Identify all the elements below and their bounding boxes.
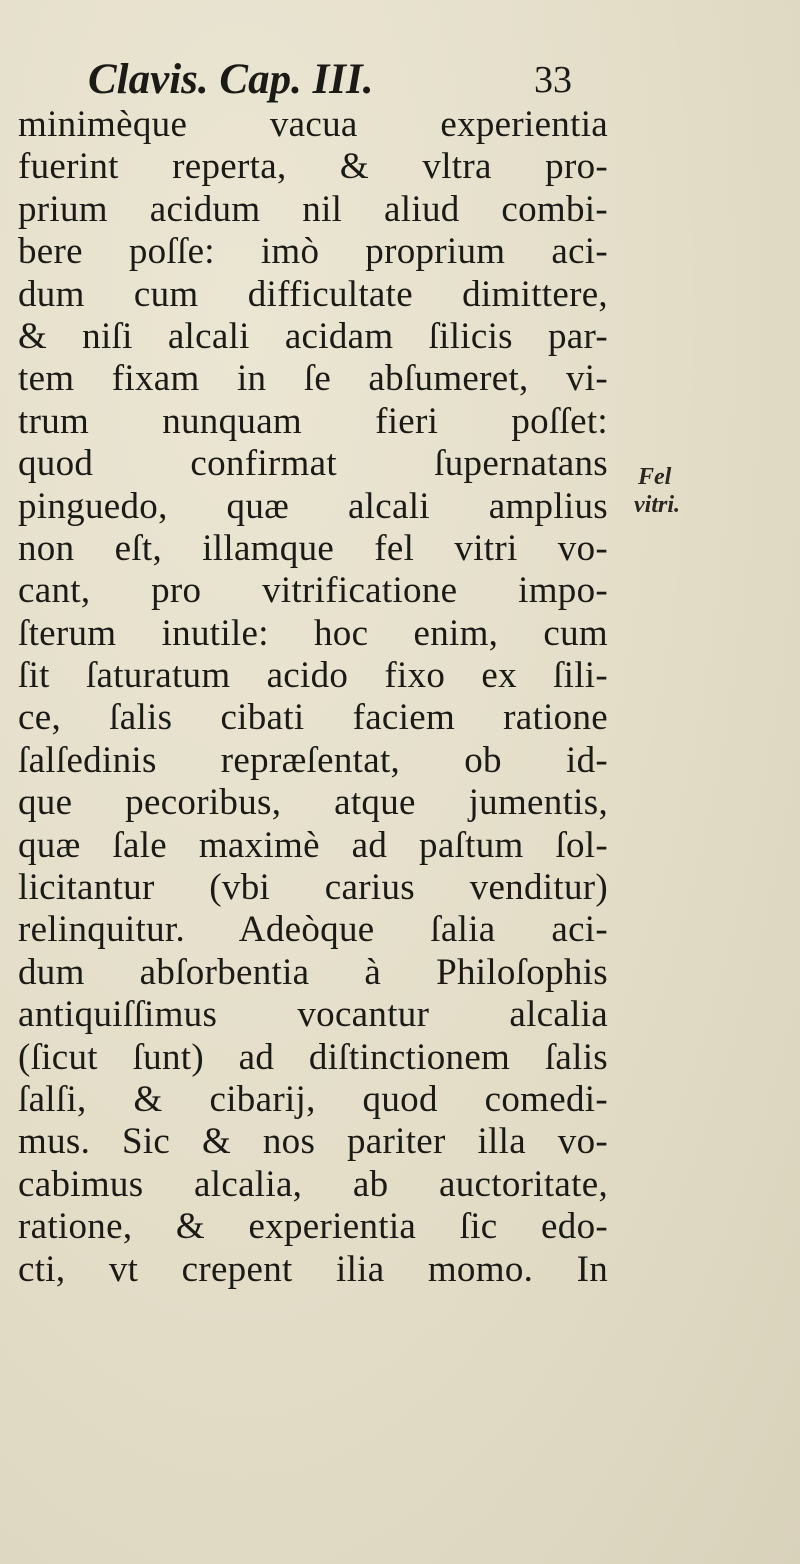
- body-text: [18, 104, 608, 1291]
- text-line: fuerint reperta, & vltra pro-: [18, 146, 608, 188]
- text-line: dum abſorbentia à Philoſophis: [18, 951, 608, 993]
- running-head: [88, 52, 608, 108]
- text-line: pinguedo, quæ alcali amplius: [18, 485, 608, 527]
- text-line: (ſicut ſunt) ad diſtinctionem ſalis: [18, 1036, 608, 1078]
- text-line: antiquiſſimus vocantur alcalia: [18, 994, 608, 1036]
- text-line: ſterum inutile: hoc enim, cum: [18, 612, 608, 654]
- page-number: 33: [534, 59, 572, 101]
- text-line: ce, ſalis cibati faciem ratione: [18, 697, 608, 739]
- text-line: & niſi alcali acidam ſilicis par-: [18, 315, 608, 357]
- text-line: trum nunquam fieri poſſet:: [18, 400, 608, 442]
- text-line: minimèque vacua experientia: [18, 104, 608, 145]
- text-line: dum cum difficultate dimittere,: [18, 273, 608, 315]
- text-line: ſalſedinis repræſentat, ob id-: [18, 739, 608, 781]
- text-line: cant, pro vitrificatione impo-: [18, 570, 608, 612]
- text-line: ratione, & experientia ſic edo-: [18, 1206, 608, 1248]
- margin-note-line: vitri.: [634, 492, 680, 518]
- text-line: bere poſſe: imò proprium aci-: [18, 231, 608, 273]
- margin-note: [634, 463, 798, 519]
- text-line: non eſt, illamque fel vitri vo-: [18, 527, 608, 569]
- margin-note-line: Fel: [638, 464, 672, 490]
- text-line: quod confirmat ſupernatans: [18, 443, 608, 485]
- text-line: cabimus alcalia, ab auctoritate,: [18, 1163, 608, 1205]
- text-line: tem fixam in ſe abſumeret, vi-: [18, 358, 608, 400]
- text-line: relinquitur. Adeòque ſalia aci-: [18, 909, 608, 951]
- text-line: cti, vt crepent ilia momo. In: [18, 1248, 608, 1290]
- text-line: que pecoribus, atque jumentis,: [18, 782, 608, 824]
- running-head-title: Clavis. Cap. III.: [88, 56, 374, 103]
- text-line: prium acidum nil aliud combi-: [18, 188, 608, 230]
- text-line: ſit ſaturatum acido fixo ex ſili-: [18, 655, 608, 697]
- text-line: mus. Sic & nos pariter illa vo-: [18, 1121, 608, 1163]
- text-line: ſalſi, & cibarij, quod comedi-: [18, 1078, 608, 1120]
- text-line: quæ ſale maximè ad paſtum ſol-: [18, 824, 608, 866]
- text-line: licitantur (vbi carius venditur): [18, 867, 608, 909]
